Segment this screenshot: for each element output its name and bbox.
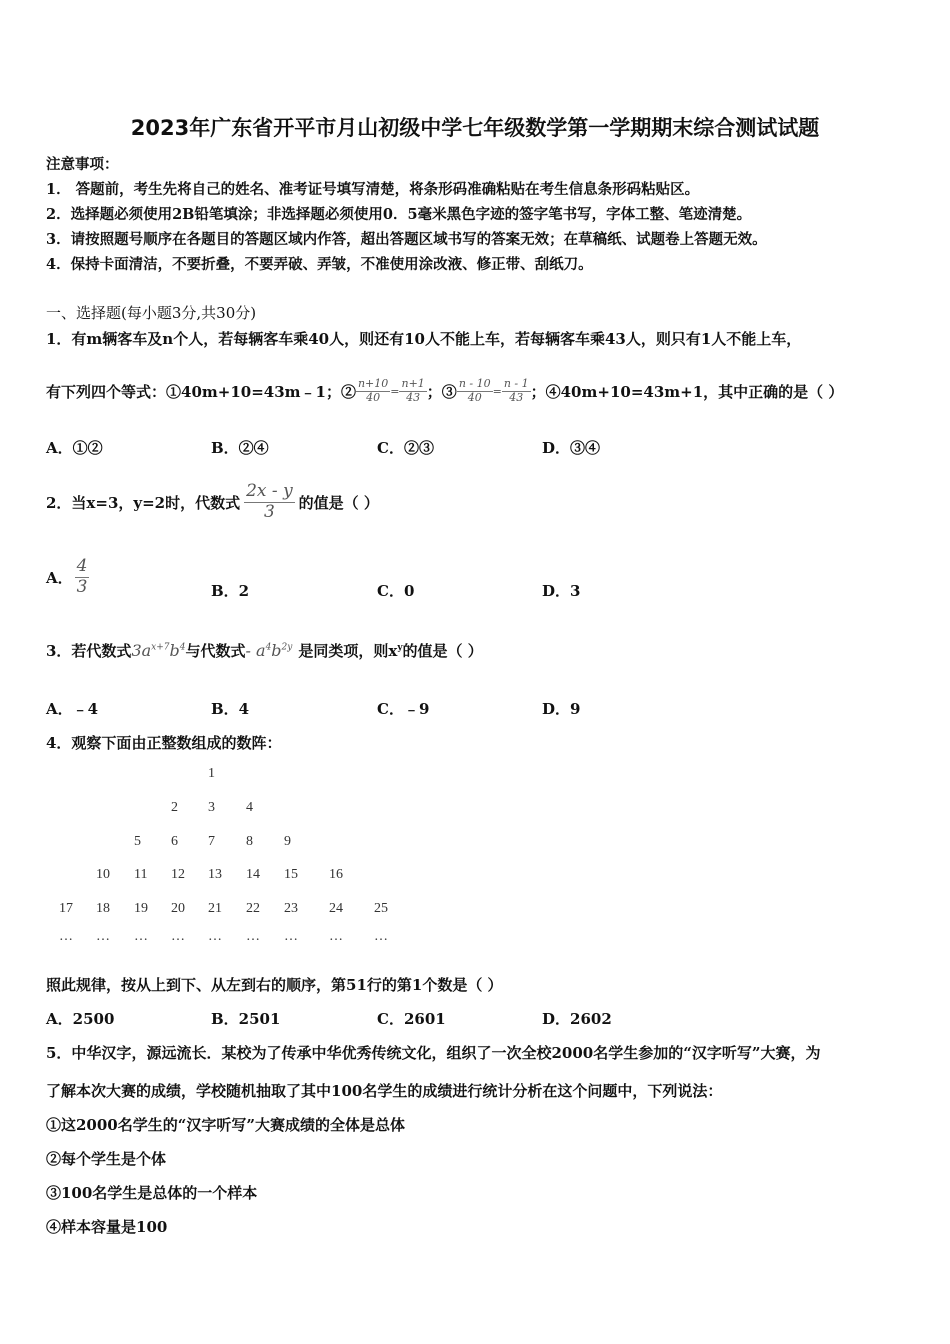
q5-statement-3: ③100名学生是总体的一个样本 xyxy=(46,1184,258,1202)
q3-option-a: A．﹣4 xyxy=(46,700,99,718)
q3-option-b: B．4 xyxy=(211,700,250,718)
array-cell: … xyxy=(374,929,388,944)
page-title: 2023年广东省开平市月山初级中学七年级数学第一学期期末综合测试试题 xyxy=(130,116,820,140)
array-cell: 23 xyxy=(284,901,298,916)
array-cell: 13 xyxy=(208,867,222,882)
array-cell: … xyxy=(59,929,73,944)
array-cell: 3 xyxy=(208,800,215,815)
q5-line2: 了解本次大赛的成绩，学校随机抽取了其中100名学生的成绩进行统计分析在这个问题中，下列说法： xyxy=(46,1082,723,1100)
array-cell: 6 xyxy=(171,834,178,849)
array-cell: 4 xyxy=(246,800,253,815)
array-cell: 11 xyxy=(134,867,148,882)
array-cell: 12 xyxy=(171,867,185,882)
q3-expr-2: - $a^4b^{2y}$ xyxy=(245,641,293,660)
notice-heading: 注意事项： xyxy=(46,156,119,173)
q4-option-c: C．2601 xyxy=(377,1010,446,1028)
array-cell: 20 xyxy=(171,901,185,916)
q1-mid: ；③ xyxy=(426,382,457,401)
q4-option-a: A．2500 xyxy=(46,1010,115,1028)
q2-option-a: A． $\frac{4}{3}$ xyxy=(46,555,88,597)
q4-option-d: D．2602 xyxy=(542,1010,612,1028)
array-cell: … xyxy=(171,929,185,944)
q1-prefix: 有下列四个等式：①40m+10=43m﹣1；② xyxy=(46,382,356,401)
q4-question: 照此规律，按从上到下、从左到右的顺序，第51行的第1个数是（ ） xyxy=(46,976,503,994)
q4-text: 4．观察下面由正整数组成的数阵： xyxy=(46,734,282,752)
q2-suffix: 的值是（ ） xyxy=(298,493,379,512)
notice-item-2: 2．选择题必须使用2B铅笔填涂；非选择题必须使用0．5毫米黑色字迹的签字笔书写，字体工整、笔迹清楚。 xyxy=(46,206,752,223)
array-cell: 14 xyxy=(246,867,260,882)
array-cell: … xyxy=(134,929,148,944)
q1-fraction-4: $\frac{n - 1}{43}$ xyxy=(503,377,529,404)
q1-fraction-3: $\frac{n - 10}{40}$ xyxy=(458,377,491,404)
q1-fraction-1: $\frac{n+10}{40}$ xyxy=(357,377,389,404)
q2-prefix: 2．当x=3，y=2时，代数式 xyxy=(46,493,241,512)
array-cell: 8 xyxy=(246,834,253,849)
q1-suffix: ；④40m+10=43m+1，其中正确的是（ ） xyxy=(530,382,844,401)
q5-line1: 5．中华汉字，源远流长．某校为了传承中华优秀传统文化，组织了一次全校2000名学生参加的“汉字听写”大赛，为 xyxy=(46,1044,821,1062)
q2-option-b: B．2 xyxy=(211,582,250,600)
q3-option-d: D．9 xyxy=(542,700,581,718)
q5-statement-1: ①这2000名学生的“汉字听写”大赛成绩的全体是总体 xyxy=(46,1116,406,1134)
array-cell: … xyxy=(284,929,298,944)
array-cell: 16 xyxy=(329,867,343,882)
q1-option-d: D．③④ xyxy=(542,439,601,457)
q3-mid: 与代数式 xyxy=(185,642,246,660)
q1-line1: 1．有m辆客车及n个人，若每辆客车乘40人，则还有10人不能上车，若每辆客车乘43人，则只有1人不能上车， xyxy=(46,330,802,348)
q2-option-c: C．0 xyxy=(377,582,415,600)
q2-option-d: D．3 xyxy=(542,582,581,600)
q2-line xyxy=(46,470,379,534)
q5-statement-4: ④样本容量是100 xyxy=(46,1218,168,1236)
q1-option-c: C．②③ xyxy=(377,439,434,457)
q1-option-b: B．②④ xyxy=(211,439,269,457)
array-cell: 21 xyxy=(208,901,222,916)
q2-fraction: $\frac{2x - y}{3}$ xyxy=(246,480,293,522)
array-cell: 15 xyxy=(284,867,298,882)
notice-item-1: 1． 答题前，考生先将自己的姓名、准考证号填写清楚，将条形码准确粘贴在考生信息条形码粘贴区。 xyxy=(46,181,700,198)
array-cell: 7 xyxy=(208,834,215,849)
q1-fraction-2: $\frac{n+1}{43}$ xyxy=(401,377,425,404)
q1-eq-2: = xyxy=(492,384,502,398)
q5-statement-2: ②每个学生是个体 xyxy=(46,1150,167,1168)
array-cell: 19 xyxy=(134,901,148,916)
q3-line xyxy=(46,640,483,661)
array-cell: … xyxy=(329,929,343,944)
array-cell: 25 xyxy=(374,901,388,916)
array-cell: 5 xyxy=(134,834,141,849)
q4-option-b: B．2501 xyxy=(211,1010,281,1028)
array-cell: 10 xyxy=(96,867,110,882)
array-cell: … xyxy=(246,929,260,944)
q1-option-a: A．①② xyxy=(46,439,103,457)
q3-expr-1: $3a^{x+7}b^4$ xyxy=(131,641,186,660)
array-cell: 2 xyxy=(171,800,178,815)
array-cell: 18 xyxy=(96,901,110,916)
array-cell: 1 xyxy=(208,766,215,781)
array-cell: … xyxy=(96,929,110,944)
q1-line2 xyxy=(46,378,843,404)
q3-prefix: 3．若代数式 xyxy=(46,642,132,660)
array-cell: … xyxy=(208,929,222,944)
array-cell: 9 xyxy=(284,834,291,849)
q2-option-a-fraction: $\frac{4}{3}$ xyxy=(76,555,88,597)
array-cell: 17 xyxy=(59,901,73,916)
section-heading: 一、选择题(每小题3分,共30分) xyxy=(46,304,257,322)
array-cell: 22 xyxy=(246,901,260,916)
array-cell: 24 xyxy=(329,901,343,916)
notice-item-3: 3．请按照题号顺序在各题目的答题区域内作答，超出答题区域书写的答案无效；在草稿纸、试题卷上答题无效。 xyxy=(46,231,767,248)
q1-eq-1: = xyxy=(390,384,400,398)
notice-item-4: 4．保持卡面清洁，不要折叠，不要弄破、弄皱，不准使用涂改液、修正带、刮纸刀。 xyxy=(46,256,593,273)
q3-suffix: 是同类项，则$x^y$的值是（ ） xyxy=(298,642,483,660)
q3-option-c: C．﹣9 xyxy=(377,700,430,718)
